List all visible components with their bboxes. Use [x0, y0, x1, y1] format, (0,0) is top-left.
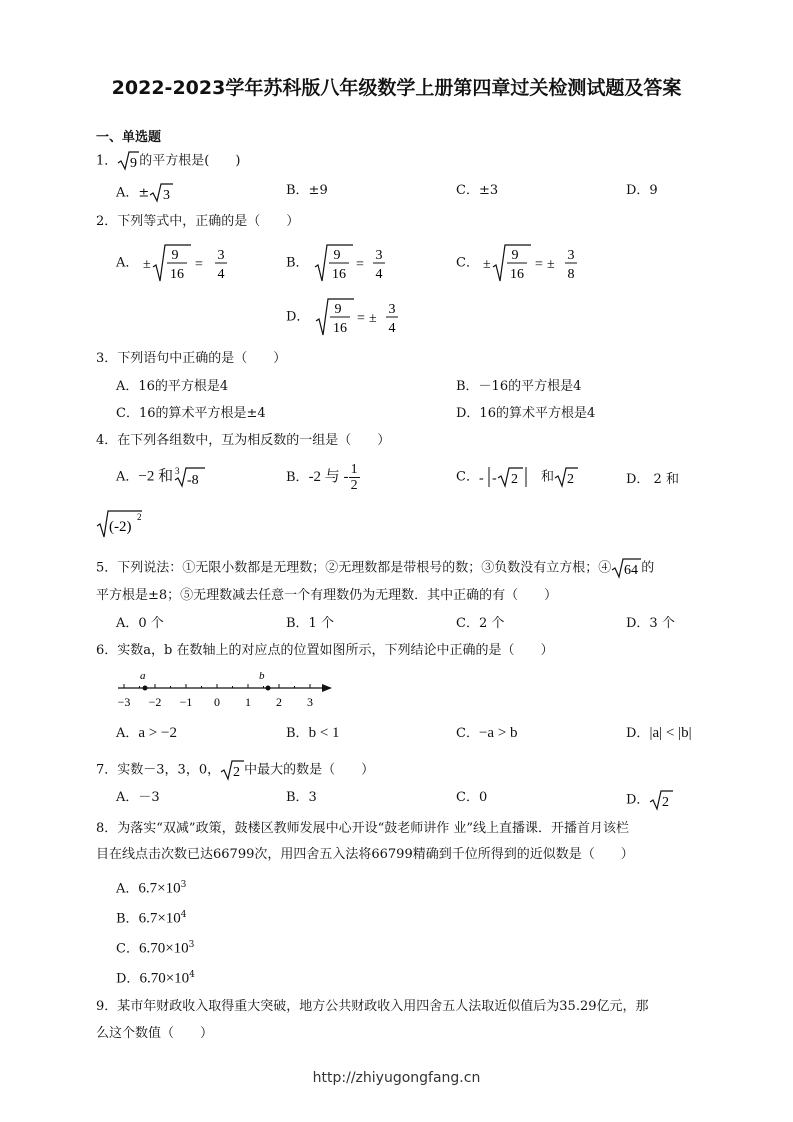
question-4-option-a: A．−2 和 3 -8	[116, 465, 205, 489]
number-line-tick-label: −2	[148, 695, 162, 709]
svg-text:3: 3	[175, 466, 180, 476]
fraction: $\frac{1}{2}$	[350, 462, 358, 493]
svg-text:16: 16	[332, 321, 347, 336]
svg-text:2: 2	[233, 765, 241, 780]
svg-text:-: -	[491, 471, 497, 486]
question-4-option-b: B．-2 与 - $\frac{1}{2}$	[286, 462, 358, 493]
question-8-option-b: B．$6.7\times 10^4$	[116, 910, 187, 927]
number-line-tick-label: −3	[117, 695, 131, 709]
svg-text:8: 8	[567, 267, 575, 282]
question-7-option-c: C．0	[456, 790, 488, 805]
svg-text:2: 2	[510, 472, 518, 487]
question-1-stem: 1． 9 的平方根是( )	[96, 150, 240, 172]
number-line	[114, 668, 338, 712]
svg-text:=: =	[194, 257, 203, 272]
question-8-option-c: C．$6.70\times 10^3$	[116, 940, 195, 957]
number-line-tick-label: 2	[276, 695, 282, 709]
svg-text:16: 16	[169, 267, 184, 282]
question-1-option-b: B．±9	[286, 183, 328, 198]
number-line-tick-label: 3	[307, 695, 313, 709]
expression-a	[143, 243, 233, 283]
svg-text:9: 9	[171, 248, 179, 263]
expression-c	[483, 243, 583, 283]
svg-text:±: ±	[142, 257, 151, 272]
svg-text:4: 4	[388, 321, 396, 336]
svg-text:4: 4	[375, 267, 383, 282]
question-8-line-2: 目在线点击次数已达66799次，用四舍五入法将66799精确到千位所得到的近似数是（ ）	[96, 847, 634, 862]
svg-text:3: 3	[567, 248, 575, 263]
svg-text:9: 9	[334, 302, 342, 317]
question-3-option-b: B．－16的平方根是4	[456, 379, 582, 394]
expression-b	[313, 243, 393, 283]
svg-text:9: 9	[130, 156, 138, 171]
number-line-tick-label: −1	[179, 695, 193, 709]
question-7-stem: 7．实数－3，3，0， 2 中最大的数是（ ）	[96, 759, 374, 781]
question-6-stem: 6．实数a，b 在数轴上的对应点的位置如图所示，下列结论中正确的是（ ）	[96, 643, 554, 658]
svg-text:9: 9	[333, 248, 341, 263]
point-b	[266, 686, 271, 691]
question-1-option-d: D．9	[626, 183, 658, 198]
svg-text:(-2): (-2)	[109, 519, 132, 535]
number-line-arrow	[322, 684, 332, 692]
svg-text:2: 2	[137, 512, 142, 522]
svg-text:=: =	[355, 257, 364, 272]
question-3-option-d: D．16的算术平方根是4	[456, 406, 596, 421]
number-line-tick-label: 0	[214, 695, 220, 709]
question-2-option-c: C． ± 9 16 = ± 3 8	[456, 243, 583, 283]
number-line-tick-label: 1	[245, 695, 251, 709]
question-1-option-a: A．± 3	[116, 182, 173, 204]
question-7-option-b: B．3	[286, 790, 317, 805]
question-7-option-a: A．－3	[116, 790, 160, 805]
svg-text:3: 3	[388, 302, 396, 317]
question-6-option-b: B．b < 1	[286, 725, 340, 741]
svg-text:3: 3	[217, 248, 225, 263]
question-4-option-d: D． 2 和	[626, 472, 679, 487]
question-2-option-a: A． ± 9 16 = 3 4	[116, 243, 233, 283]
question-3-stem: 3．下列语句中正确的是（ ）	[96, 351, 287, 366]
sqrt-symbol	[611, 557, 641, 579]
question-5-line-2: 平方根是±8；⑤无理数减去任意一个有理数仍为无理数．其中正确的有（ ）	[96, 588, 558, 603]
abs-sqrt-expression	[479, 465, 541, 489]
expression-d	[314, 297, 404, 337]
svg-text:16: 16	[331, 267, 346, 282]
question-9-line-2: 么这个数值（ ）	[96, 1026, 214, 1041]
sqrt-symbol	[649, 789, 673, 811]
question-9-line-1: 9．某市年财政收入取得重大突破，地方公共财政收入用四舍五人法取近似值后为35.29亿元，那	[96, 999, 649, 1014]
point-a	[143, 686, 148, 691]
page-title: 2022-2023学年苏科版八年级数学上册第四章过关检测试题及答案	[111, 77, 682, 99]
question-4-option-c: C． - - 2 和 2	[456, 465, 578, 489]
question-6-option-a: A．a > −2	[116, 725, 177, 741]
sqrt-symbol	[149, 182, 173, 204]
svg-text:2: 2	[566, 472, 574, 487]
question-8-line-1: 8．为落实“双减”政策，鼓楼区教师发展中心开设“鼓老师讲作 业”线上直播课．开播首月该栏	[96, 821, 629, 836]
svg-text:=: =	[535, 257, 543, 272]
sqrt-symbol	[554, 465, 578, 489]
question-2-stem: 2．下列等式中，正确的是（ ）	[96, 214, 300, 229]
svg-text:-8: -8	[187, 473, 199, 488]
question-6-option-d: D．|a| < |b|	[626, 725, 692, 741]
sqrt-square-expression	[96, 508, 148, 538]
section-heading: 一、单选题	[96, 130, 162, 145]
question-3-option-c: C．16的算术平方根是±4	[116, 406, 266, 421]
question-2-option-d: D． 9 16 = ± 3 4	[286, 297, 404, 337]
svg-text:±: ±	[547, 257, 555, 272]
svg-text:±: ±	[368, 311, 377, 326]
question-5-option-a: A．0 个	[116, 616, 164, 631]
svg-text:2: 2	[662, 795, 670, 810]
question-4-option-d-expression	[96, 508, 148, 544]
svg-text:64: 64	[624, 563, 639, 578]
question-5-option-b: B．1 个	[286, 616, 334, 631]
question-1-option-c: C．±3	[456, 183, 499, 198]
svg-text:±: ±	[483, 257, 491, 272]
question-7-option-d: D． 2	[626, 789, 673, 811]
svg-text:=: =	[356, 311, 365, 326]
svg-text:-: -	[478, 471, 484, 486]
question-3-option-a: A．16的平方根是4	[116, 379, 229, 394]
question-5-option-d: D．3 个	[626, 616, 675, 631]
question-5-line-1: 5．下列说法：①无限小数都是无理数；②无理数都是带根号的数；③负数没有立方根；④ 64 的	[96, 557, 654, 579]
point-b-label: b	[259, 670, 265, 682]
question-2-option-b: B． 9 16 = 3 4	[286, 243, 393, 283]
point-a-label: a	[140, 670, 146, 682]
svg-text:4: 4	[217, 267, 225, 282]
question-5-option-c: C．2 个	[456, 616, 505, 631]
sqrt-symbol	[117, 150, 139, 172]
sqrt-symbol	[220, 759, 244, 781]
svg-text:3: 3	[375, 248, 383, 263]
footer-url: http://zhiyugongfang.cn	[312, 1070, 481, 1086]
svg-text:9: 9	[511, 248, 519, 263]
question-8-option-d: D．$6.70\times 10^4$	[116, 970, 195, 987]
question-4-stem: 4．在下列各组数中，互为相反数的一组是（ ）	[96, 433, 391, 448]
question-8-option-a: A．$6.7\times 10^3$	[116, 880, 187, 897]
cube-root-symbol	[173, 465, 205, 489]
question-6-option-c: C．−a > b	[456, 725, 518, 741]
svg-text:16: 16	[510, 267, 525, 282]
svg-text:3: 3	[163, 188, 171, 203]
